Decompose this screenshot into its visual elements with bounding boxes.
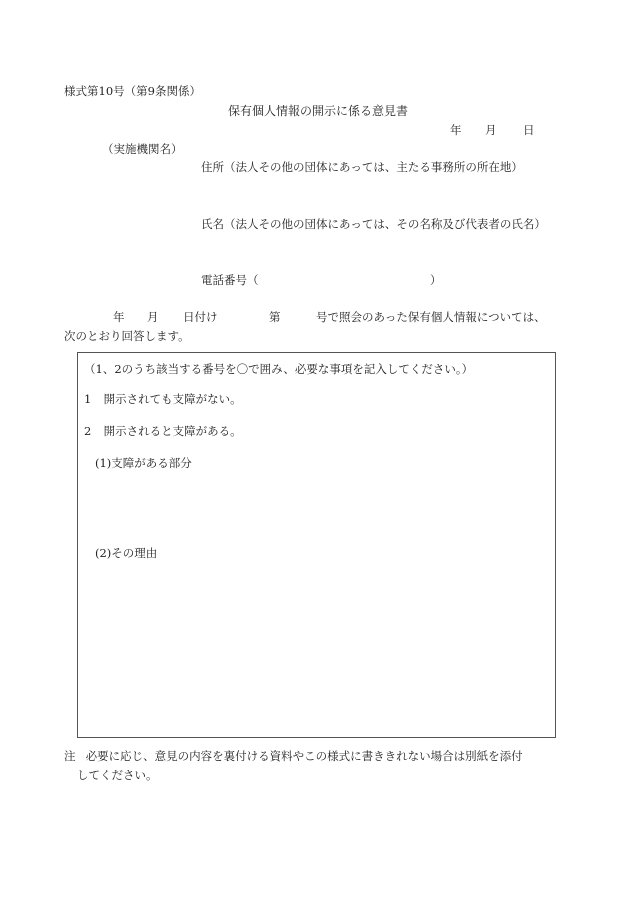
reference-number-prefix: 第 (269, 310, 281, 324)
option-2 (84, 424, 242, 438)
sub-item-affected-part: (1)支障がある部分 (95, 456, 192, 470)
reference-line-text: 号で照会のあった保有個人情報については、 (316, 310, 546, 324)
name-label: 氏名（法人その他の団体にあっては、その名称及び代表者の氏名） (201, 217, 546, 231)
date-year-label: 年 (450, 123, 462, 137)
note-text: 必要に応じ、意見の内容を裏付ける資料やこの様式に書ききれない場合は別紙を添付 (85, 749, 523, 763)
agency-label: （実施機関名） (102, 142, 183, 156)
address-label: 住所（法人その他の団体にあっては、主たる事務所の所在地） (201, 160, 523, 174)
phone-close-paren: ） (430, 273, 442, 287)
answer-box (77, 352, 556, 738)
option-text: 開示されても支障がない。 (103, 392, 242, 406)
phone-label: 電話番号（ (201, 273, 259, 287)
form-number: 様式第10号（第9条関係） (64, 84, 201, 98)
note-line1 (64, 749, 523, 763)
reference-line2: 次のとおり回答します。 (64, 329, 190, 343)
option-number: 2 (84, 424, 92, 438)
option-text: 開示されると支障がある。 (103, 424, 242, 438)
reference-year-label: 年 (113, 310, 125, 324)
option-1 (84, 392, 242, 406)
page-title: 保有個人情報の開示に係る意見書 (228, 104, 409, 118)
note-line2: してください。 (77, 768, 158, 782)
option-number: 1 (84, 392, 92, 406)
answer-instructions: （1、2のうち該当する番号を〇で囲み、必要な事項を記入してください。） (84, 362, 474, 376)
sub-item-reason: (2)その理由 (95, 546, 158, 560)
date-day-label: 日 (523, 123, 535, 137)
reference-dated-label: 日付け (183, 310, 218, 324)
note-marker: 注 (64, 749, 76, 763)
date-month-label: 月 (485, 123, 497, 137)
reference-month-label: 月 (147, 310, 159, 324)
